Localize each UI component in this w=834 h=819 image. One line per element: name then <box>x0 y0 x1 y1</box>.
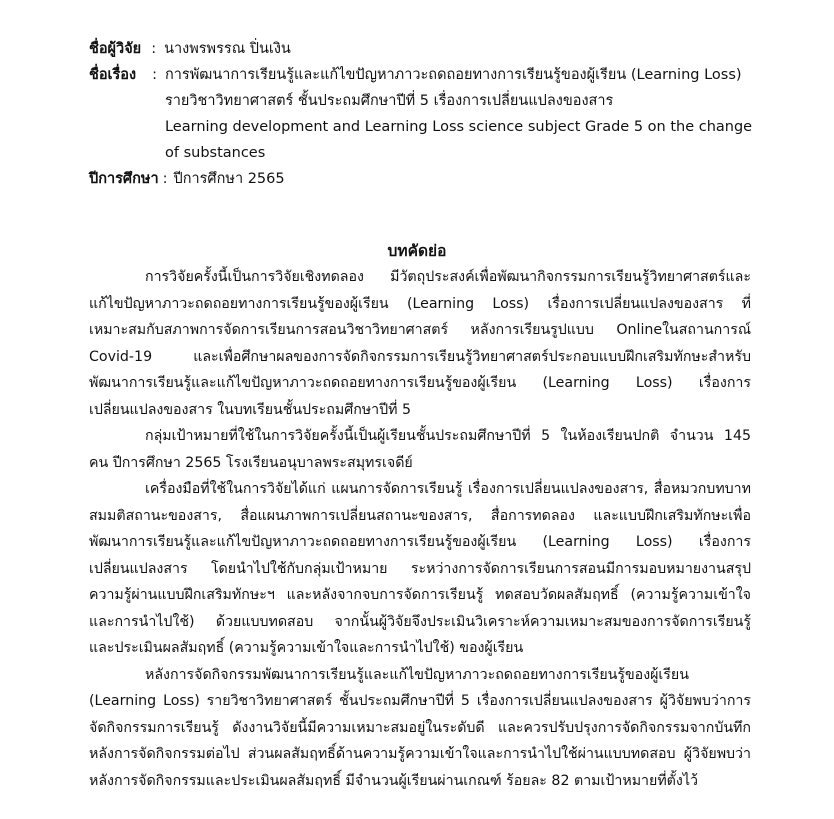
title-label: ชื่อเรื่อง <box>89 67 137 83</box>
abstract-line: Covid-19 และเพื่อศึกษาผลของการจัดกิจกรรมการเรียนรู้วิทยาศาสตร์ประกอบแบบฝึกเสริมทักษะสำหรับ <box>89 348 751 365</box>
abstract-line: พัฒนาการเรียนรู้และแก้ไขปัญหาภาวะถดถอยทางการเรียนรู้ของผู้เรียน (Learning Loss) เรื่องการ <box>89 534 751 550</box>
abstract-line: และประเมินผลสัมฤทธิ์ (ความรู้ความเข้าใจและการนำไปใช้) ของผู้เรียน <box>89 640 524 656</box>
abstract-line: หลังการจัดกิจกรรมและประเมินผลสัมฤทธิ์ มีจำนวนผู้เรียนผ่านเกณฑ์ ร้อยละ 82 ตามเป้าหมายที่ตั้งไว้ <box>89 772 698 789</box>
title-colon: : <box>152 67 157 83</box>
title-line-th-2: รายวิชาวิทยาศาสตร์ ชั้นประถมศึกษาปีที่ 5 เรื่องการเปลี่ยนแปลงของสาร <box>164 93 614 109</box>
abstract-line: เปลี่ยนแปลงของสาร ในบทเรียนชั้นประถมศึกษาปีที่ 5 <box>89 401 412 418</box>
abstract-line: เปลี่ยนแปลงสาร โดยนำไปใช้กับกลุ่มเป้าหมาย ระหว่างการจัดการเรียนการสอนมีการมอบหมายงานสรุป <box>89 560 751 577</box>
academic-year-label: ปีการศึกษา <box>89 171 159 187</box>
abstract-line: และการนำไปใช้) ด้วยแบบทดสอบ จากนั้นผู้วิจัยจึงประเมินวิเคราะห์ความเหมาะสมของการจัดการเรียนรู้ <box>89 613 751 630</box>
abstract-body <box>89 264 751 794</box>
researcher-name: นางพรพรรณ ปิ่นเงิน <box>164 41 291 57</box>
abstract-line: หลังการจัดกิจกรรมต่อไป ส่วนผลสัมฤทธิ์ด้านความรู้ความเข้าใจและการนำไปใช้ผ่านแบบทดสอบ ผู้วิจัยพบว่า <box>89 746 751 762</box>
abstract-line: สมมติสถานะของสาร, สื่อแผนภาพการเปลี่ยนสถานะของสาร, สื่อการทดลอง และแบบฝึกเสริมทักษะเพื่อ <box>89 507 751 524</box>
abstract-line: จัดกิจกรรมการเรียนรู้ ดังงานวิจัยนี้มีความเหมาะสมอยู่ในระดับดี และควรปรับปรุงการจัดกิจกรรมจากบันทึก <box>89 719 751 736</box>
research-metadata <box>89 36 759 192</box>
abstract-line: การวิจัยครั้งนี้เป็นการวิจัยเชิงทดลอง มีวัตถุประสงค์เพื่อพัฒนากิจกรรมการเรียนรู้วิทยาศาสตร์และ <box>145 269 751 285</box>
abstract-line: พัฒนาการเรียนรู้และแก้ไขปัญหาภาวะถดถอยทางการเรียนรู้ของผู้เรียน (Learning Loss) เรื่องการ <box>89 375 751 391</box>
research-title <box>165 62 752 166</box>
title-line-en-2: of substances <box>164 145 266 161</box>
title-line-en-1: Learning development and Learning Loss science subject Grade 5 on the change <box>164 119 753 135</box>
abstract-line: เครื่องมือที่ใช้ในการวิจัยได้แก่ แผนการจัดการเรียนรู้ เรื่องการเปลี่ยนแปลงของสาร, สื่อหมวกบทบาท <box>145 481 751 497</box>
abstract-line: (Learning Loss) รายวิชาวิทยาศาสตร์ ชั้นประถมศึกษาปีที่ 5 เรื่องการเปลี่ยนแปลงของสาร ผู้วิจัยพบว่าการ <box>89 693 751 709</box>
researcher-label: ชื่อผู้วิจัย <box>89 41 142 57</box>
abstract-line: แก้ไขปัญหาภาวะถดถอยทางการเรียนรู้ของผู้เรียน (Learning Loss) เรื่องการเปลี่ยนแปลงของสาร ที่ <box>89 295 751 312</box>
abstract-line: คน ปีการศึกษา 2565 โรงเรียนอนุบาลพระสมุทรเจดีย์ <box>89 454 413 471</box>
title-row <box>89 62 759 166</box>
researcher-row <box>89 36 759 62</box>
title-line-th-1: การพัฒนาการเรียนรู้และแก้ไขปัญหาภาวะถดถอยทางการเรียนรู้ของผู้เรียน (Learning Loss) <box>164 67 742 83</box>
abstract-heading: บทคัดย่อ <box>387 242 447 260</box>
abstract-line: ความรู้ผ่านแบบฝึกเสริมทักษะฯ และหลังจากจบการจัดการเรียนรู้ ทดสอบวัดผลสัมฤทธิ์ (ความรู้ความเข้าใจ <box>89 587 751 603</box>
abstract-line: หลังการจัดกิจกรรมพัฒนาการเรียนรู้และแก้ไขปัญหาภาวะถดถอยทางการเรียนรู้ของผู้เรียน <box>145 666 689 683</box>
academic-year-row <box>89 166 759 192</box>
academic-year-colon: : <box>162 171 168 187</box>
abstract-line: กลุ่มเป้าหมายที่ใช้ในการวิจัยครั้งนี้เป็นผู้เรียนชั้นประถมศึกษาปีที่ 5 ในห้องเรียนปกติ จำนวน 145 <box>145 428 751 444</box>
abstract-line: เหมาะสมกับสภาพการจัดการเรียนการสอนวิชาวิทยาศาสตร์ หลังการเรียนรูปแบบ Onlineในสถานการณ์ <box>89 322 751 338</box>
academic-year-value: ปีการศึกษา 2565 <box>173 171 285 187</box>
researcher-colon: : <box>151 41 157 57</box>
